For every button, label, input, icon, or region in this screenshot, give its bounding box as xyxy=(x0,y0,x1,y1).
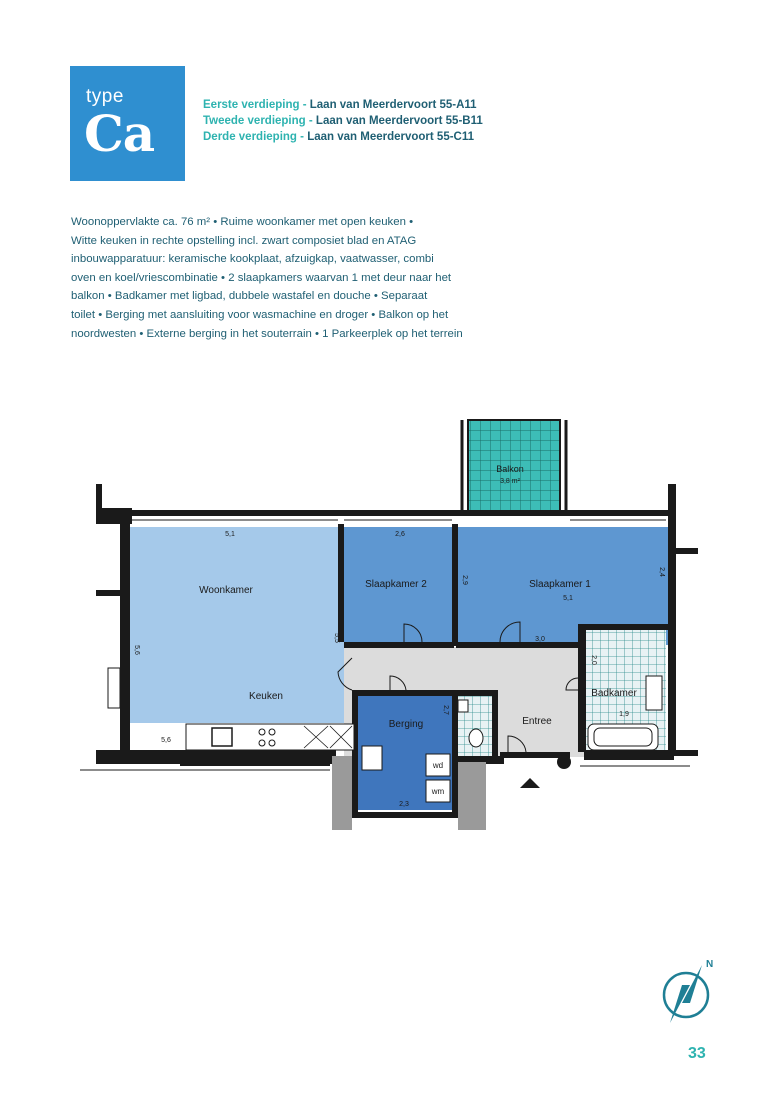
dim-woon-bottom: 5,6 xyxy=(161,737,171,744)
floor-address: Laan van Meerdervoort 55-B11 xyxy=(315,115,483,127)
balkon-area: 3,8 m² xyxy=(500,478,520,485)
room-label-badkamer: Badkamer xyxy=(591,688,637,699)
compass-icon xyxy=(656,955,716,1025)
dim-berging-width: 2,3 xyxy=(399,801,409,808)
floor-separator: - xyxy=(296,131,308,143)
entrance-arrow xyxy=(520,778,540,788)
dim-slaap2-top: 2,6 xyxy=(395,531,405,538)
room-woonkamer xyxy=(128,527,344,723)
dim-woon-left: 5,6 xyxy=(133,645,140,655)
washer-label: wm xyxy=(431,787,445,796)
room-label-slaapkamer-2: Slaapkamer 2 xyxy=(365,579,427,590)
floor-address: Laan van Meerdervoort 55-A11 xyxy=(309,99,477,111)
room-label-berging: Berging xyxy=(388,719,424,730)
floor-level: Tweede verdieping xyxy=(203,115,306,127)
description-line: Woonoppervlakte ca. 76 m² • Ruime woonkamer met open keuken • xyxy=(71,216,414,228)
description-line: noordwesten • Externe berging in het souterrain • 1 Parkeerplek op het terrein xyxy=(71,327,463,340)
dim-woon-right: 5,5 xyxy=(333,633,340,643)
dim-woon-top: 5,1 xyxy=(225,531,235,538)
compass-north-label: N xyxy=(706,959,714,970)
page-number: 33 xyxy=(688,1045,706,1062)
room-label-keuken: Keuken xyxy=(249,691,283,702)
description-line: inbouwapparatuur: keramische kookplaat, afzuigkap, vaatwasser, combi xyxy=(71,253,434,266)
room-label-slaapkamer-1: Slaapkamer 1 xyxy=(529,579,591,590)
dim-bad-height: 2,0 xyxy=(590,655,597,665)
dim-slaap1-bottom: 3,0 xyxy=(535,636,545,643)
shaft-left xyxy=(332,756,352,830)
dim-bad-width: 1,9 xyxy=(619,711,629,718)
room-label-balkon: Balkon xyxy=(496,464,524,474)
meter-cupboard xyxy=(557,755,571,769)
floor-level: Eerste verdieping xyxy=(203,99,300,111)
room-label-entree: Entree xyxy=(522,716,552,727)
floor-address: Laan van Meerdervoort 55-C11 xyxy=(307,131,475,143)
kitchen-counter xyxy=(186,724,354,750)
description-line: Witte keuken in rechte opstelling incl. zwart composiet blad en ATAG xyxy=(71,234,417,247)
room-label-woonkamer: Woonkamer xyxy=(199,585,253,596)
dim-berging-height: 2,7 xyxy=(442,705,449,715)
description-line: oven en koel/vriescombinatie • 2 slaapkamers waarvan 1 met deur naar het xyxy=(71,271,452,284)
floor-separator: - xyxy=(305,115,316,127)
description-line: toilet • Berging met aansluiting voor wasmachine en droger • Balkon op het xyxy=(71,308,449,321)
dim-slaap1-right: 2,4 xyxy=(658,567,665,577)
dim-slaap2-left: 2,9 xyxy=(461,575,468,585)
balkon xyxy=(462,420,566,512)
type-label: type xyxy=(86,86,124,107)
floor-level: Derde verdieping xyxy=(203,131,297,143)
type-code: Ca xyxy=(84,104,155,163)
dryer-label: wd xyxy=(432,761,444,770)
floor-separator: - xyxy=(299,99,310,111)
description-line: balkon • Badkamer met ligbad, dubbele wastafel en douche • Separaat xyxy=(71,290,428,303)
dim-slaap1-width: 5,1 xyxy=(563,595,573,602)
shaft-right xyxy=(458,762,486,830)
